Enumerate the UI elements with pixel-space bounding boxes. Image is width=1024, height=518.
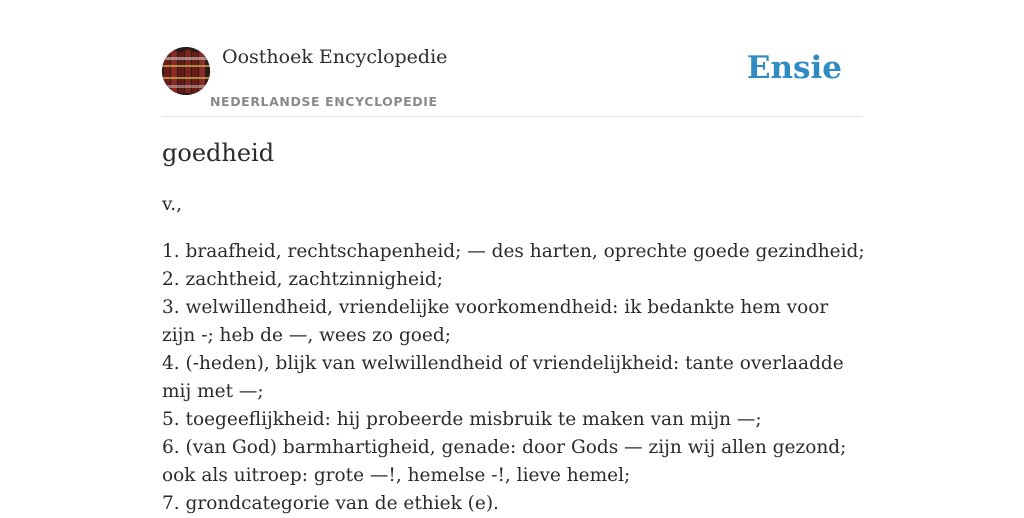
definition-item: 1. braafheid, rechtschapenheid; — des harten, oprechte goede gezindheid; (162, 241, 865, 262)
definition-item: 4. (-heden), blijk van welwillendheid of vriendelijkheid: tante overlaadde mij met —; (162, 353, 844, 402)
entry-grammar: v., (162, 194, 183, 215)
site-header (162, 46, 862, 117)
books-illustration (162, 47, 210, 95)
entry-title: goedheid (162, 139, 275, 167)
definition-item: 6. (van God) barmhartigheid, genade: door Gods — zijn wij allen gezond; ook als uitroep: grote —!, hemelse -!, lieve hemel; (162, 437, 847, 486)
site-title[interactable]: Oosthoek Encyclopedie (222, 46, 448, 68)
ensie-logo-link[interactable]: Ensie (746, 50, 842, 86)
definition-item: 7. grondcategorie van de ethiek (e). (162, 493, 499, 514)
definition-item: 2. zachtheid, zachtzinnigheid; (162, 269, 443, 290)
encyclopedia-books-icon[interactable] (162, 47, 210, 95)
definition-item: 3. welwillendheid, vriendelijke voorkomendheid: ik bedankte hem voor zijn -; heb de —, wees zo goed; (162, 297, 829, 346)
definition-item: 5. toegeeflijkheid: hij probeerde misbruik te maken van mijn —; (162, 409, 762, 430)
site-subtitle: NEDERLANDSE ENCYCLOPEDIE (210, 94, 438, 109)
definition-list (162, 238, 867, 518)
